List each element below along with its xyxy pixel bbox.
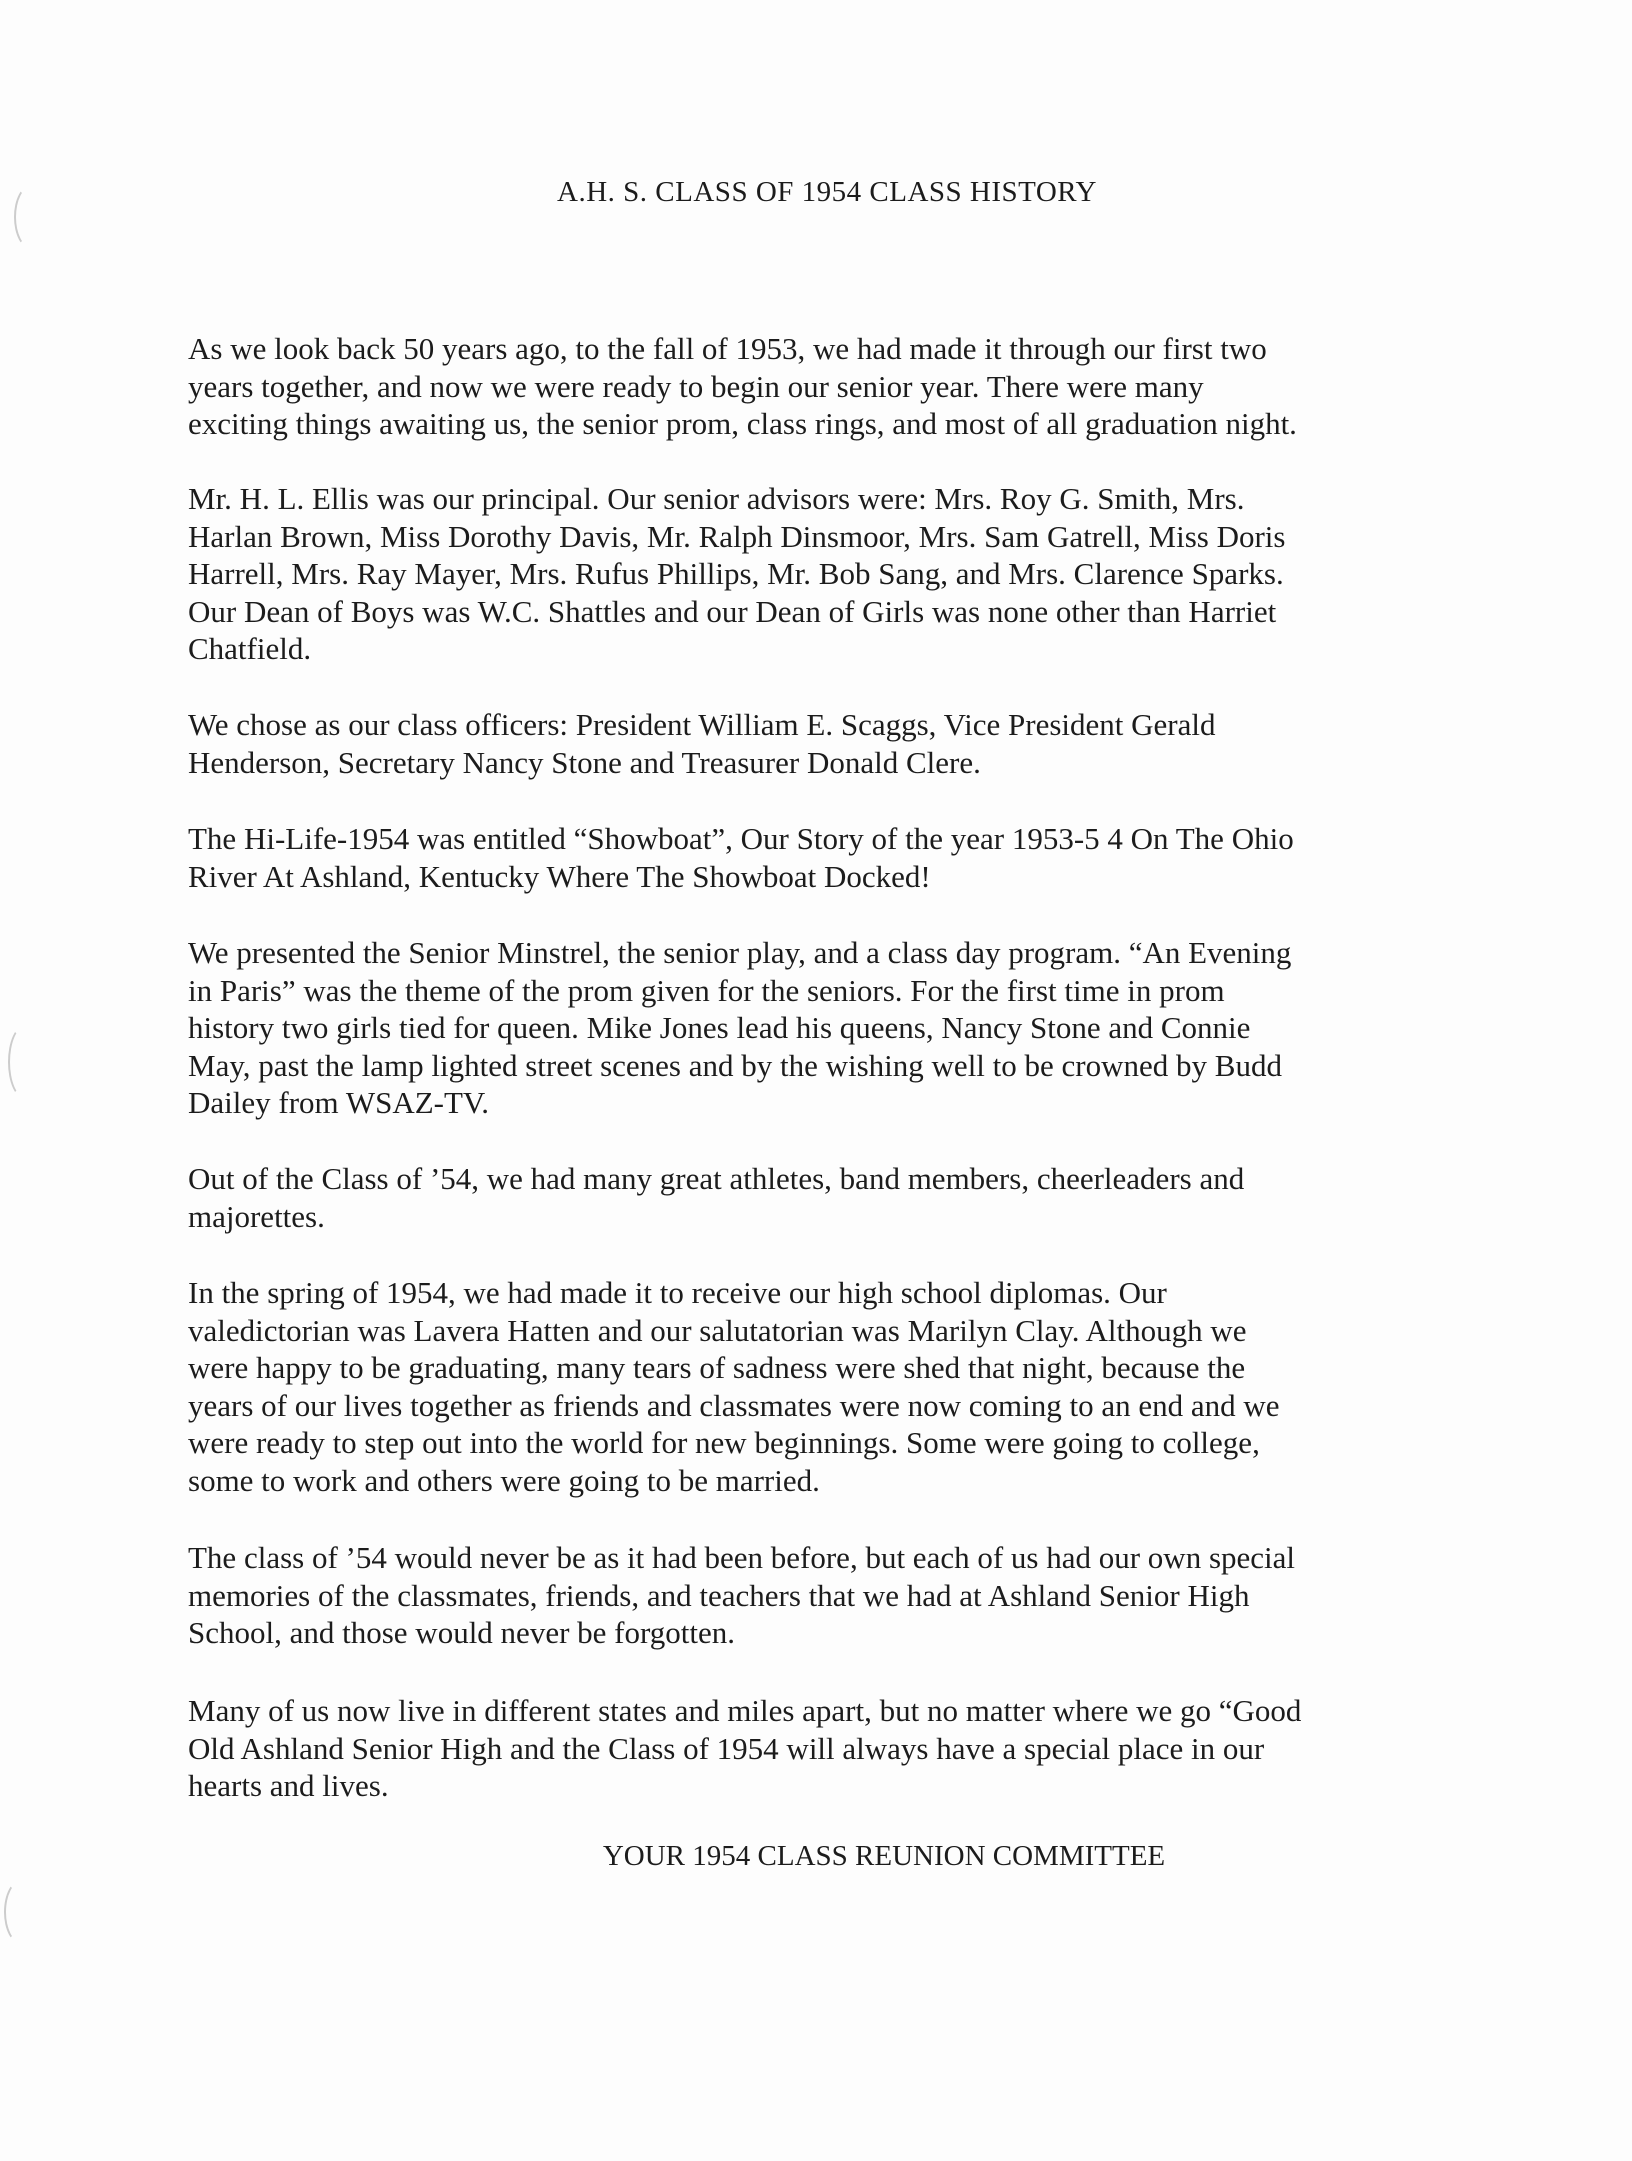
text-line: We chose as our class officers: President William E. Scaggs, Vice President Gerald [188,707,1216,742]
text-line: River At Ashland, Kentucky Where The Showboat Docked! [188,858,931,894]
text-line: hearts and lives. [188,1768,389,1803]
text-line: majorettes. [188,1198,325,1234]
text-line: years of our lives together as friends and classmates were now coming to an end and we [188,1387,1280,1423]
text-line: were happy to be graduating, many tears of sadness were shed that night, because the [188,1350,1246,1385]
text-line: were ready to step out into the world for new beginnings. Some were going to college, [188,1425,1260,1460]
text-line: memories of the classmates, friends, and teachers that we had at Ashland Senior High [188,1577,1250,1613]
text-line: in Paris” was the theme of the prom given for the seniors. For the first time in prom [188,972,1225,1008]
text-line: Henderson, Secretary Nancy Stone and Treasurer Donald Clere. [188,744,981,780]
paragraph [188,820,1488,895]
text-line: Dailey from WSAZ-TV. [188,1085,490,1120]
paragraph [188,1539,1488,1652]
text-line: Harlan Brown, Miss Dorothy Davis, Mr. Ralph Dinsmoor, Mrs. Sam Gatrell, Miss Doris [188,518,1286,554]
paragraph [188,1274,1488,1499]
text-line: School, and those would never be forgotten. [188,1615,735,1650]
paragraph [188,330,1488,443]
paragraph [188,1692,1488,1805]
text-line: Mr. H. L. Ellis was our principal. Our senior advisors were: Mrs. Roy G. Smith, Mrs. [188,481,1245,516]
text-line: As we look back 50 years ago, to the fall of 1953, we had made it through our first two [188,331,1267,366]
scan-hole-mark [4,1880,38,1944]
text-line: Out of the Class of ’54, we had many great athletes, band members, cheerleaders and [188,1161,1245,1196]
text-line: years together, and now we were ready to begin our senior year. There were many [188,368,1204,404]
text-line: Chatfield. [188,631,312,666]
paragraph [188,706,1488,781]
text-line: The Hi-Life-1954 was entitled “Showboat”, Our Story of the year 1953-5 4 On The Ohio [188,821,1294,856]
text-line: We presented the Senior Minstrel, the senior play, and a class day program. “An Evening [188,935,1292,970]
text-line: history two girls tied for queen. Mike Jones lead his queens, Nancy Stone and Connie [188,1010,1251,1045]
text-line: Harrell, Mrs. Ray Mayer, Mrs. Rufus Phillips, Mr. Bob Sang, and Mrs. Clarence Sparks. [188,556,1284,591]
text-line: In the spring of 1954, we had made it to receive our high school diplomas. Our [188,1275,1167,1310]
text-line: Our Dean of Boys was W.C. Shattles and our Dean of Girls was none other than Harriet [188,593,1277,629]
paragraph [188,934,1488,1122]
page-title: A.H. S. CLASS OF 1954 CLASS HISTORY [557,176,1097,208]
paragraph [188,480,1488,668]
text-line: Old Ashland Senior High and the Class of 1954 will always have a special place in our [188,1730,1265,1766]
text-line: exciting things awaiting us, the senior prom, class rings, and most of all graduation night. [188,406,1297,441]
text-line: some to work and others were going to be married. [188,1462,820,1498]
scan-hole-mark [8,1025,42,1099]
paragraph [188,1160,1488,1235]
text-line: The class of ’54 would never be as it had been before, but each of us had our own special [188,1540,1296,1575]
text-line: Many of us now live in different states and miles apart, but no matter where we go “Good [188,1693,1302,1728]
text-line: valedictorian was Lavera Hatten and our salutatorian was Marilyn Clay. Although we [188,1312,1247,1348]
signature-line: YOUR 1954 CLASS REUNION COMMITTEE [602,1840,1166,1872]
text-line: May, past the lamp lighted street scenes and by the wishing well to be crowned by Budd [188,1047,1282,1083]
